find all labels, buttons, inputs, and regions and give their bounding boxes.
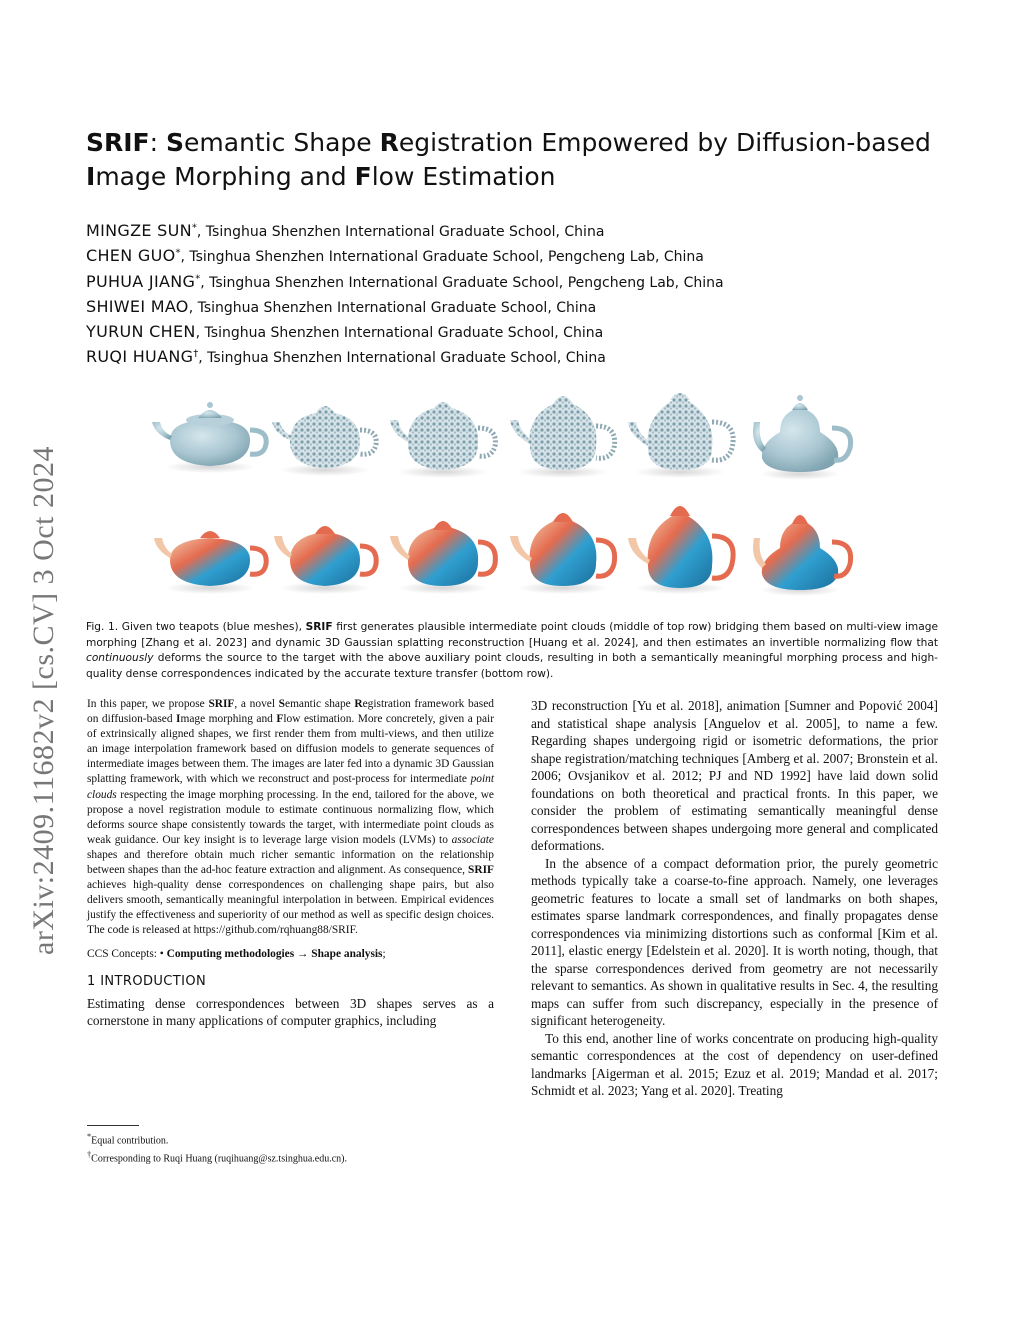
footnote-marker: * (87, 1132, 92, 1141)
author-entry (86, 295, 946, 320)
body-paragraph: In the absence of a compact deformation prior, the purely geometric methods typically take a coarse-to-fine approach. Namely, one leverages geometric features to locate a small set of landmarks on both shapes, estimates sparse landmark correspondences, and finally propagates dense correspondences via minimizing distortions such as conformal [Kim et al. 2011], elastic energy [Edelstein et al. 2020]. It is worth noting, though, that the sparse correspondences derived from geometry are not necessarily relevant to semantics. As shown in qualitative results in Sec. 4, the resulting maps can suffer from such discrepancy, especially in the presence of significant heterogeneity. (531, 855, 938, 1028)
abstract-text: In this paper, we propose (87, 698, 209, 710)
abstract-emphasis: associate (451, 833, 494, 846)
textured-teapot (753, 515, 851, 596)
body-paragraph: 3D reconstruction [Yu et al. 2018], animation [Sumner and Popović 2004] and statistical shape analysis [Anguelov et al. 2005], to name a few. Regarding shapes undergoing rigid or isometric deformations, the prior shape registration/matching techniques [Amberg et al. 2007; Bronstein et al. 2006; Ovsjanikov et al. 2012; PJ and ND 1992] have laid down solid foundations on both theoretical and practical fronts. In this paper, we consider the problem of estimating semantically meaningful dense correspondences between shapes undergoing more general and complicated deformations. (531, 698, 938, 853)
ccs-concepts (87, 947, 494, 962)
author-marker: * (195, 272, 201, 284)
abstract (87, 697, 494, 939)
author-list (86, 219, 946, 371)
acronym-letter: F (276, 713, 284, 726)
title-letter-r: R (379, 128, 399, 157)
author-affiliation: , Tsinghua Shenzhen International Graduate School, China (196, 224, 605, 240)
abstract-emphasis: point clouds (87, 773, 494, 801)
title-letter-f: F (354, 162, 372, 191)
author-name: YURUN CHEN (86, 322, 196, 342)
caption-emphasis: continuously (86, 652, 154, 665)
textured-teapot (390, 521, 495, 594)
title-text: : (149, 128, 167, 157)
author-entry (86, 219, 946, 244)
title-text: egistration Empowered by Diffusion-based (398, 128, 931, 157)
caption-text: first generates plausible intermediate point clouds (middle of top row) bridging them based on multi-view image morphing [Zhang et al. 2023] and dynamic 3D Gaussian splatting reconstruction [Huang et al. 2024], and then estimates an invertible normalizing flow that (86, 621, 938, 649)
textured-teapot (154, 531, 266, 594)
footnote-divider (87, 1125, 139, 1126)
author-name: CHEN GUO (86, 246, 176, 266)
author-affiliation: , Tsinghua Shenzhen International Graduate School, China (188, 299, 597, 316)
footnote-corresponding (87, 1148, 494, 1166)
ccs-end: ; (382, 947, 386, 960)
author-marker: * (175, 247, 181, 259)
abstract-text: emantic shape (285, 698, 355, 710)
author-affiliation: , Tsinghua Shenzhen International Graduate School, China (195, 325, 604, 342)
textured-teapot (510, 513, 615, 594)
title-letter-s: S (166, 128, 185, 157)
caption-method-name: SRIF (305, 621, 333, 633)
author-affiliation: , Tsinghua Shenzhen International Graduate School, Pengcheng Lab, China (200, 274, 724, 291)
title-line-2 (86, 160, 946, 194)
acronym-letter: S (278, 698, 286, 710)
arxiv-identifier: arXiv:2409.11682v2 [cs.CV] 3 Oct 2024 (27, 446, 60, 955)
textured-teapot (628, 506, 733, 594)
intermediate-point-cloud (628, 393, 733, 478)
abstract-text: low estimation. More concretely, given a pair of extrinsically aligned shapes, we first render them from multi-views, and then utilize an image interpolation framework based on diffusion models to generate sequences of intermediate images between them. The images are later fed into a dynamic 3D Gaussian splatting framework, with which we reconstruct and post-process for intermediate (87, 713, 495, 786)
author-name: SHIWEI MAO (86, 296, 189, 316)
footnote-marker: † (87, 1150, 92, 1160)
ccs-concept: Computing methodologies (166, 947, 295, 960)
acronym-letter: R (354, 698, 363, 710)
author-affiliation: , Tsinghua Shenzhen International Graduate School, China (198, 350, 606, 367)
abstract-text: shapes and therefore obtain much richer semantic information on the relationship between shapes than the ad-hoc feature extraction and alignment. As consequence, (87, 848, 494, 877)
arxiv-stamp (17, 365, 60, 965)
title-text: mage Morphing and (95, 162, 355, 191)
intermediate-point-cloud (272, 406, 376, 476)
author-entry (86, 345, 946, 370)
abstract-text: respecting the image morphing processing. In the end, tailored for the above, we propose a novel registration module to estimate continuous normalizing flow, which deforms source shape consistently towards the target, with intermediate point clouds as weak guidance. Our key insight is to leverage large vision models (LVMs) to (87, 788, 494, 846)
textured-teapot (274, 526, 376, 594)
caption-text: Fig. 1. Given two teapots (blue meshes), (86, 621, 306, 633)
acronym-letter: I (176, 713, 181, 726)
teaser-figure (150, 392, 880, 602)
caption-text: deforms the source to the target with the above auxiliary point clouds, resulting in both a semantically meaningful morphing process and high-quality dense correspondences indicated by the accurate texture transfer (bottom row). (86, 652, 938, 680)
source-teapot-mesh (152, 402, 266, 473)
method-name: SRIF (468, 864, 494, 877)
footnote-text: Corresponding to Ruqi Huang (ruqihuang@sz.tsinghua.edu.cn). (91, 1153, 348, 1165)
abstract-text: , a novel (234, 698, 279, 710)
introduction-text: Estimating dense correspondences between 3D shapes serves as a cornerstone in many applications of computer graphics, including (87, 995, 494, 1029)
author-marker: † (193, 348, 199, 360)
title-text: low Estimation (371, 162, 556, 191)
ccs-arrow: → (294, 947, 312, 960)
paper-title (86, 126, 946, 194)
ccs-concept: Shape analysis (311, 947, 383, 960)
author-entry (86, 270, 946, 295)
teapot-illustration (150, 392, 880, 602)
author-entry (86, 244, 946, 269)
body-paragraph: To this end, another line of works concentrate on producing high-quality semantic correspondences at the cost of dependency on user-defined landmarks [Aigerman et al. 2015; Ezuz et al. 2019; Mandad et al. 2017; Schmidt et al. 2023; Yang et al. 2020]. Treating (531, 1030, 938, 1098)
title-letter-i: I (86, 162, 96, 191)
method-name: SRIF (208, 698, 235, 710)
footnotes (87, 1125, 494, 1167)
section-heading-introduction: 1 INTRODUCTION (87, 973, 207, 989)
author-marker: * (191, 222, 197, 234)
abstract-text: egistration framework based on diffusion-based (87, 698, 494, 726)
title-text: emantic Shape (184, 128, 380, 157)
left-column (87, 697, 494, 1030)
figure-caption (86, 620, 938, 682)
abstract-text: achieves high-quality dense correspondences on challenging shape pairs, but also delivers smooth, semantically meaningful interpolation in between. Empirical evidences justify the effectiveness and superiority of our method as well as specific design choices. The code is released at https://github.com/rqhuang88/SRIF. (87, 879, 494, 937)
ccs-bullet: • (159, 947, 167, 960)
footnote-text: Equal contribution. (91, 1135, 169, 1147)
intermediate-point-cloud (390, 402, 495, 478)
target-teapot-mesh (753, 395, 851, 480)
title-acronym: SRIF (86, 128, 150, 157)
author-name: PUHUA JIANG (86, 271, 196, 291)
author-entry (86, 320, 946, 345)
title-line-1 (86, 126, 946, 160)
footnote-equal-contribution (87, 1130, 494, 1148)
right-column (531, 697, 938, 1100)
author-name: RUQI HUANG (86, 347, 194, 367)
author-affiliation: , Tsinghua Shenzhen International Graduate School, Pengcheng Lab, China (180, 249, 704, 266)
intermediate-point-cloud (510, 396, 615, 478)
author-name: MINGZE SUN (86, 221, 192, 240)
ccs-label: CCS Concepts: (87, 947, 160, 960)
abstract-text: mage morphing and (180, 713, 277, 726)
